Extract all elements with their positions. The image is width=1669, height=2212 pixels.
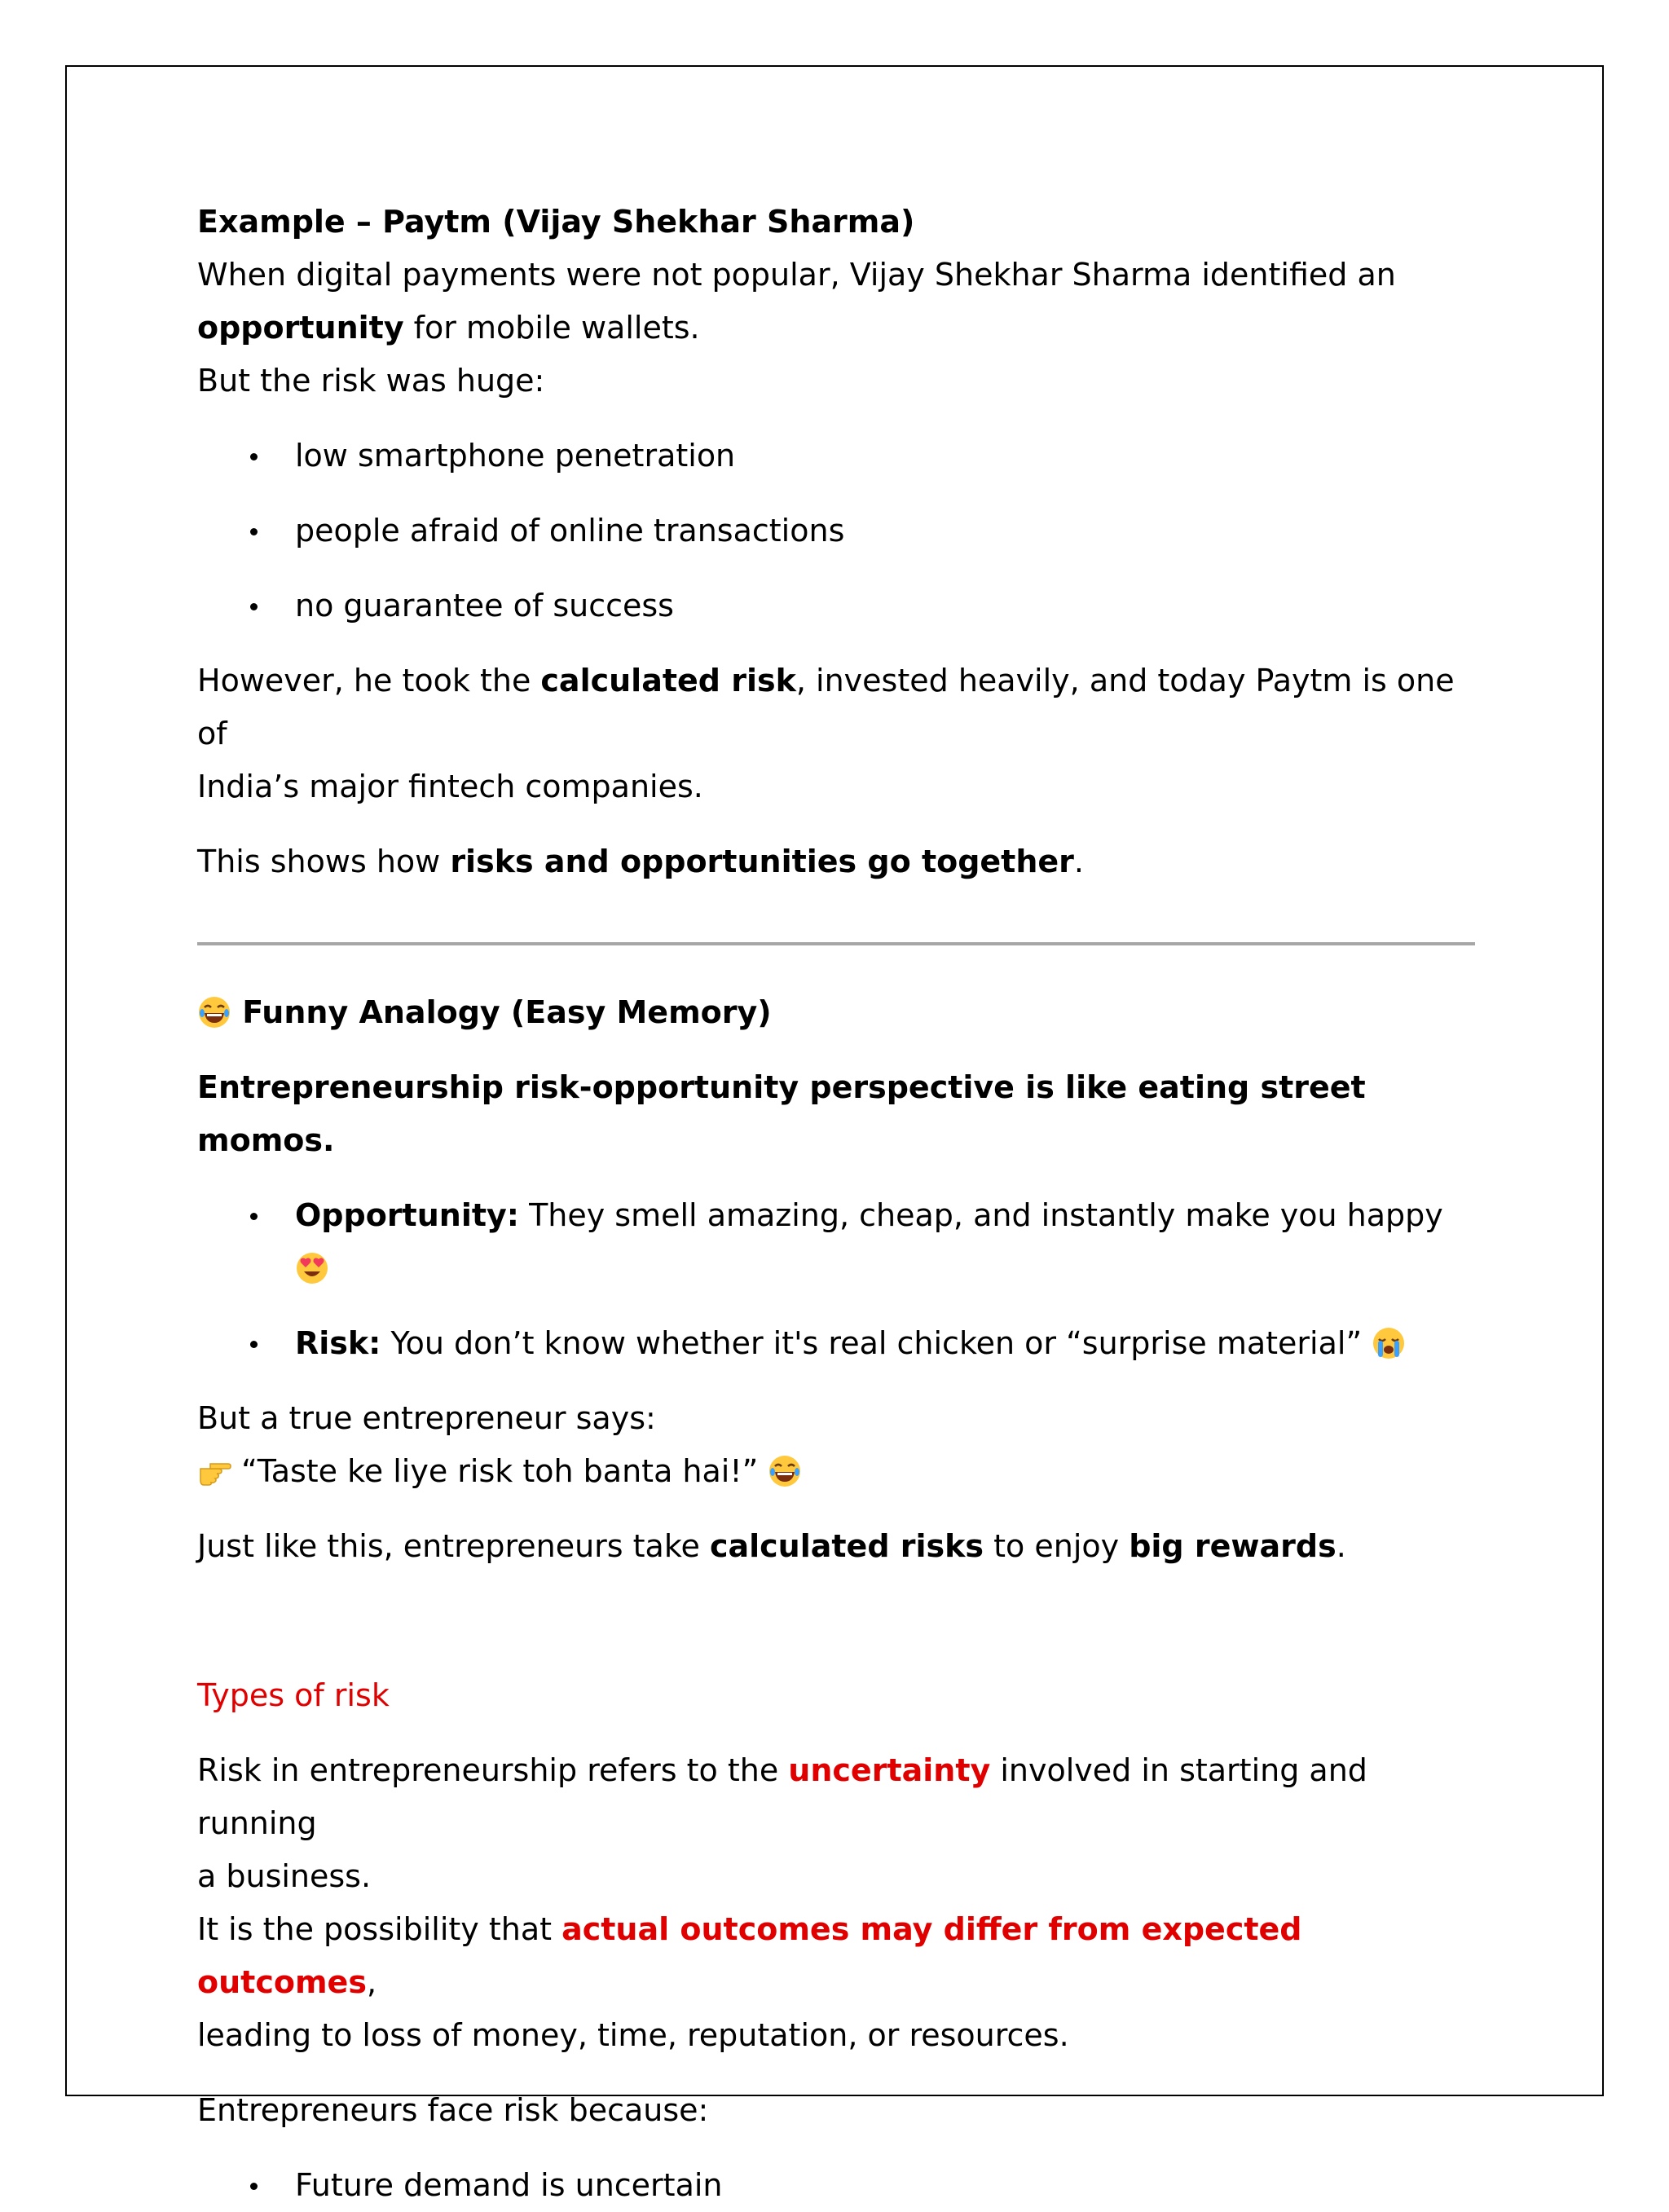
example-intro-line-1: When digital payments were not popular, Vijay Shekhar Sharma identified an	[197, 257, 1396, 293]
shows-line: This shows how risks and opportunities go together.	[197, 844, 1085, 879]
intro-rest: for mobile wallets.	[403, 310, 700, 346]
possibility-line-1: It is the possibility that actual outcomes may differ from expected outcomes,	[197, 1911, 1302, 2000]
example-title: Example – Paytm (Vijay Shekhar Sharma)	[197, 204, 915, 240]
big-rewards-bold: big rewards	[1129, 1528, 1337, 1564]
uncertainty-highlight: uncertainty	[788, 1752, 991, 1788]
crying-face-icon	[1372, 1326, 1406, 1360]
laughing-face-icon	[768, 1454, 802, 1488]
example-intro-line-2	[197, 302, 1485, 355]
laughing-face-icon	[197, 995, 231, 1029]
list-item: Opportunity: They smell amazing, cheap, and instantly make you happy	[197, 1189, 1485, 1295]
definition-line-1: Risk in entrepreneurship refers to the uncertainty involved in starting and running	[197, 1752, 1367, 1841]
risks-opportunities-bold: risks and opportunities go together	[450, 844, 1074, 879]
heart-eyes-face-icon	[295, 1251, 329, 1285]
face-risk-line: Entrepreneurs face risk because:	[197, 2092, 709, 2128]
risk-lead: But the risk was huge:	[197, 363, 545, 399]
list-item: Future demand is uncertain	[197, 2159, 1485, 2212]
list-item: Risk: You don’t know whether it's real chicken or “surprise material”	[197, 1317, 1485, 1370]
list-item: no guarantee of success	[197, 579, 1485, 632]
outcomes-highlight: actual outcomes may differ from expected outcomes	[197, 1911, 1302, 2000]
says-line: But a true entrepreneur says:	[197, 1400, 656, 1436]
calculated-risk-bold: calculated risk	[540, 663, 796, 698]
analogy-list	[197, 1189, 1485, 1370]
list-item: people afraid of online transactions	[197, 505, 1485, 557]
opportunity-bold: opportunity	[197, 310, 404, 346]
definition-line-2: a business.	[197, 1858, 372, 1894]
list-item: low smartphone penetration	[197, 430, 1485, 482]
analogy-lead: Entrepreneurship risk-opportunity perspective is like eating street momos.	[197, 1069, 1366, 1158]
calculated-risks-bold: calculated risks	[709, 1528, 984, 1564]
possibility-line-2: leading to loss of money, time, reputation, or resources.	[197, 2017, 1069, 2053]
summary-line: Just like this, entrepreneurs take calculated risks to enjoy big rewards.	[197, 1528, 1346, 1564]
quote-line: “Taste ke liye risk toh banta hai!”	[197, 1445, 1485, 1498]
horizontal-divider	[197, 942, 1475, 945]
pointing-hand-icon	[197, 1454, 231, 1488]
risk-list	[197, 430, 1485, 632]
conclusion-line-1: However, he took the calculated risk, invested heavily, and today Paytm is one of	[197, 663, 1455, 751]
reasons-list	[197, 2159, 1485, 2212]
conclusion-line-2: India’s major fintech companies.	[197, 769, 703, 804]
analogy-title: Funny Analogy (Easy Memory)	[197, 986, 1485, 1039]
document-body	[197, 196, 1485, 2212]
types-of-risk-heading: Types of risk	[197, 1677, 390, 1713]
